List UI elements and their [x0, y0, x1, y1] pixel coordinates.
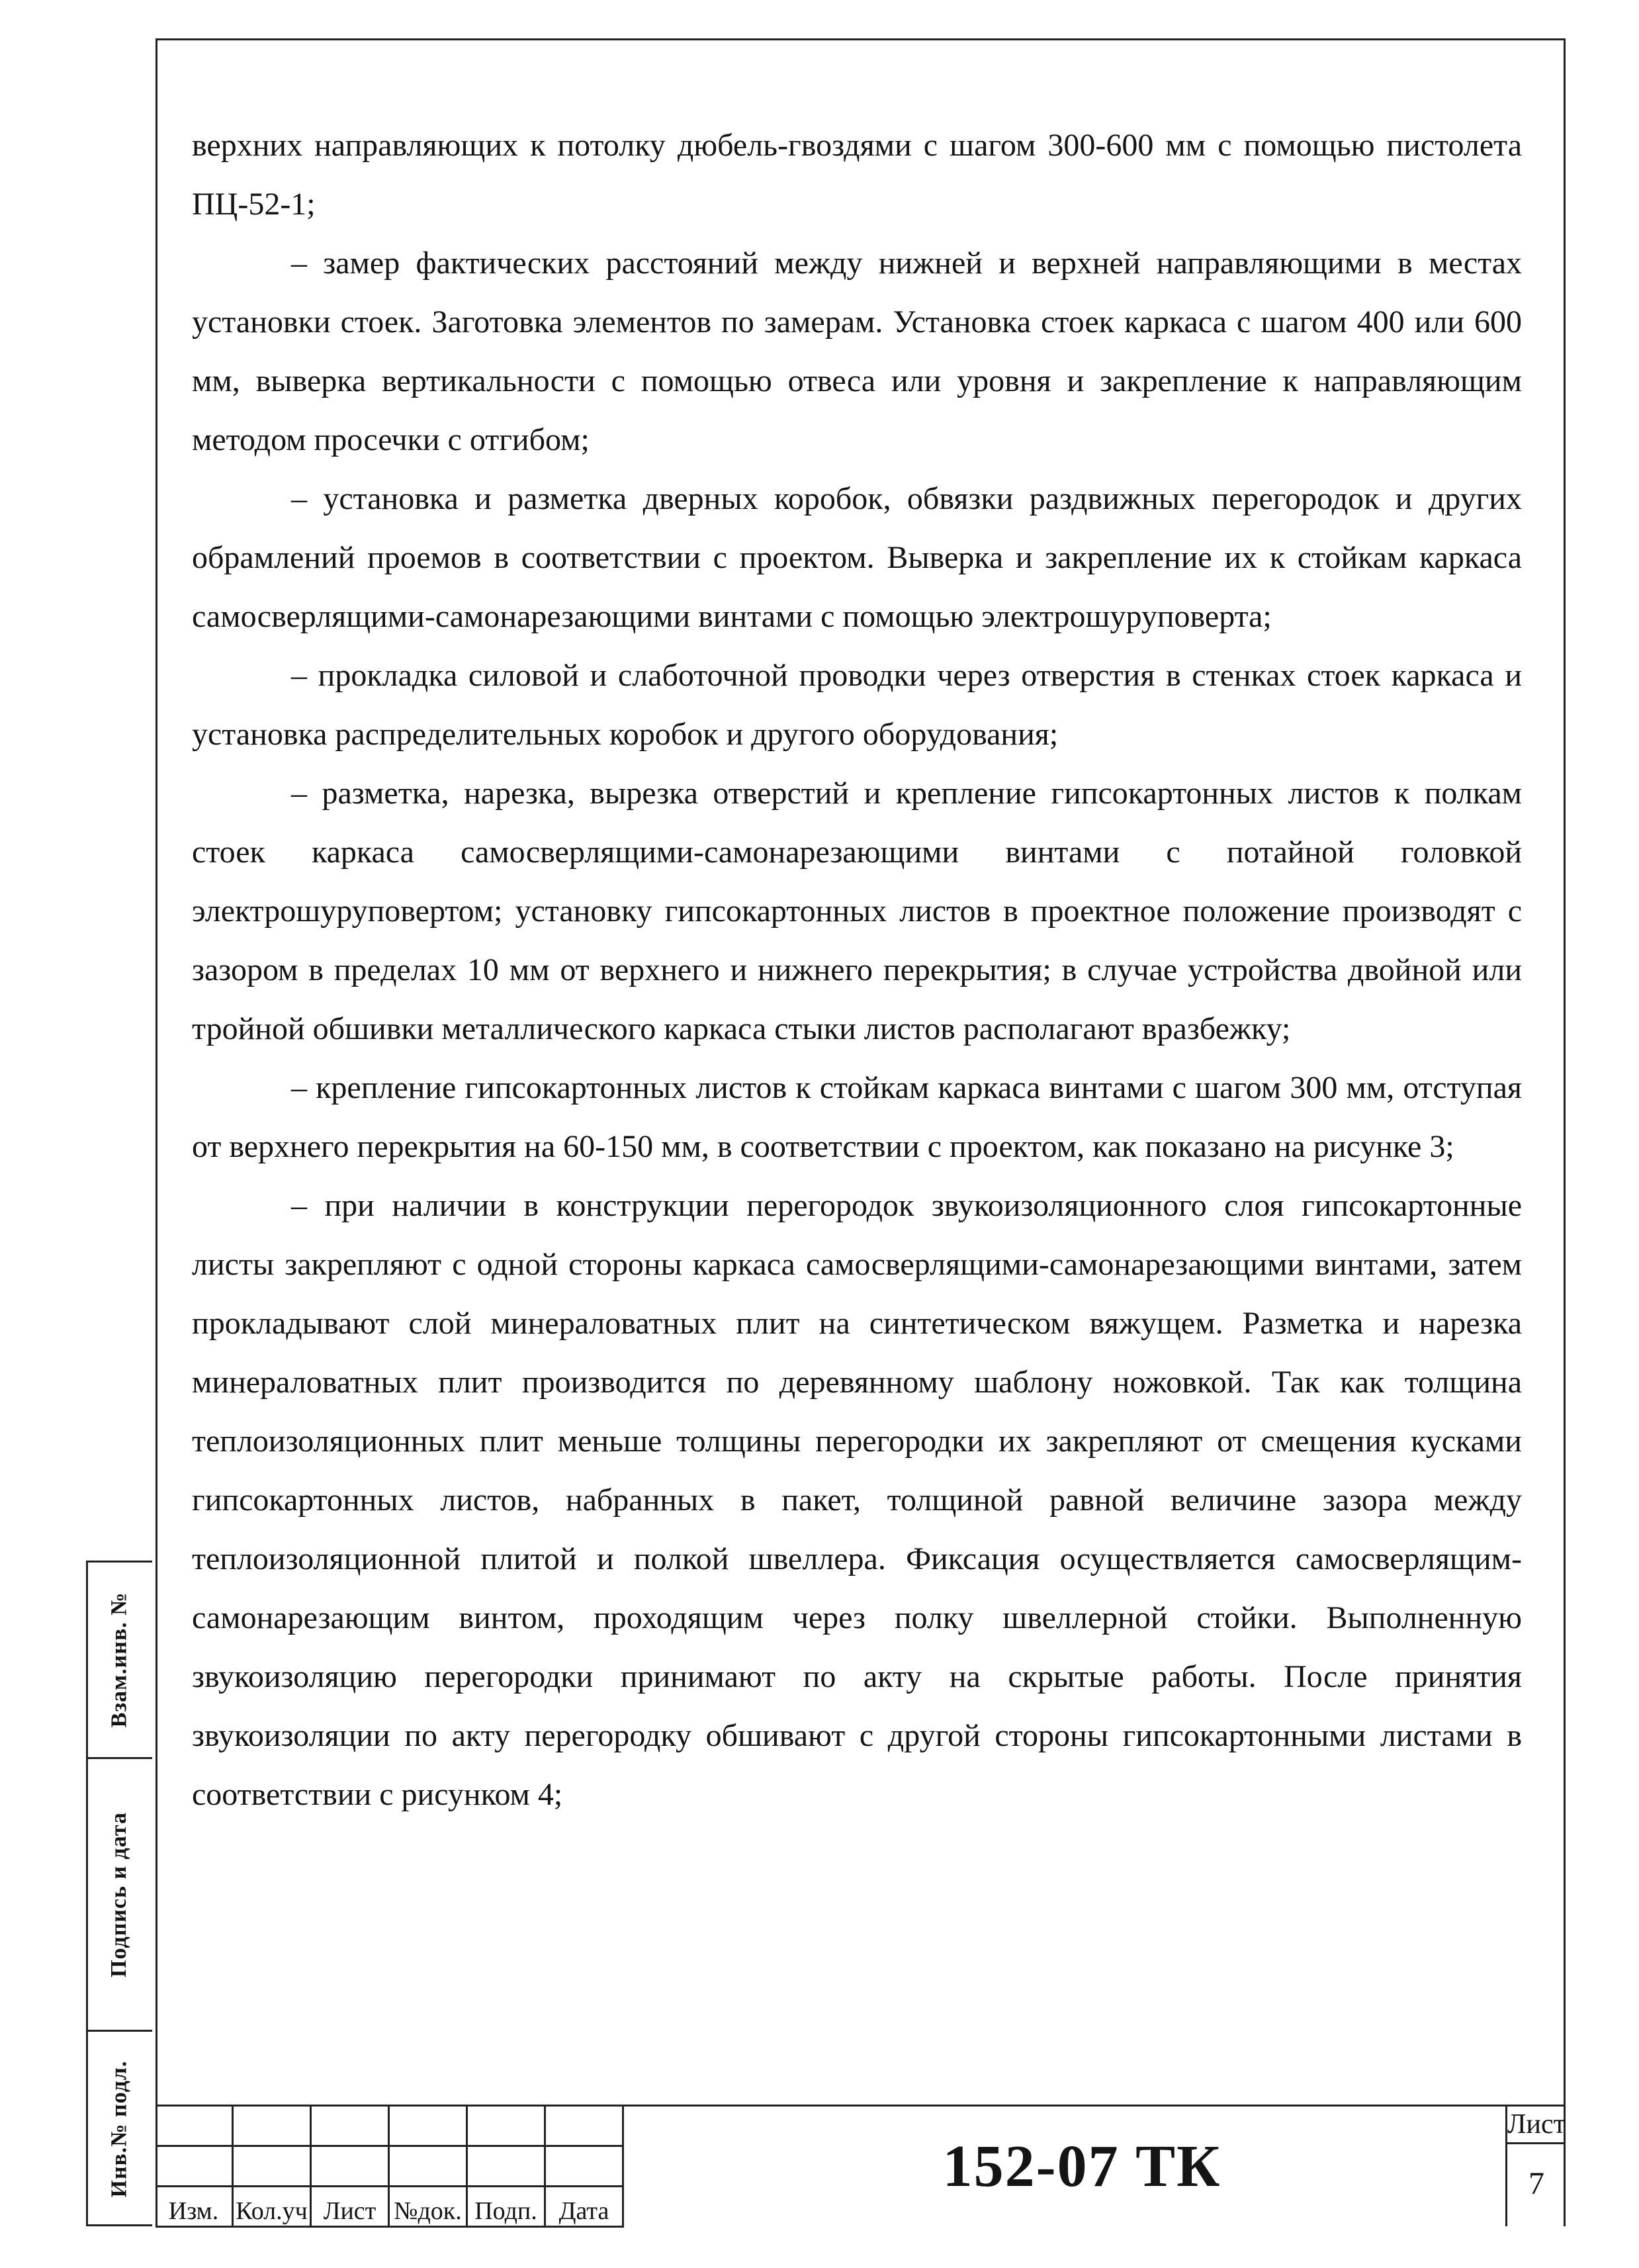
list-item: – замер фактических расстояний между нижней и верхней направляющими в местах установки стоек. Заготовка элементов по замерам. Установка стоек каркаса с шагом 400 или 600 мм, выверка вертикальности с помощью отвеса или уровня и закрепление к направляющим методом просечки с отгибом;	[192, 246, 1522, 457]
revision-table	[155, 2107, 624, 2228]
revision-cell	[233, 2146, 311, 2187]
paragraph-continuation: верхних направляющих к потолку дюбель-гвоздями с шагом 300-600 мм с помощью пистолета ПЦ-52-1;	[192, 128, 1522, 222]
revision-cell	[155, 2107, 233, 2146]
column-header-quantity: Кол.уч	[233, 2187, 311, 2227]
side-stamp-original-inv: Инв.№ подл.	[107, 2060, 132, 2198]
revision-cell	[155, 2146, 233, 2187]
column-header-date: Дата	[545, 2187, 623, 2227]
sheet-number: 7	[1528, 2166, 1544, 2201]
document-code: 152-07 ТК	[942, 2134, 1221, 2199]
column-header-signature: Подп.	[467, 2187, 545, 2227]
revision-cell	[545, 2107, 623, 2146]
revision-cell	[467, 2107, 545, 2146]
list-item: – прокладка силовой и слаботочной проводки через отверстия в стенках стоек каркаса и установка распределительных коробок и другого оборудования;	[192, 658, 1522, 752]
document-body	[192, 116, 1522, 1824]
sheet-label: Лист	[1507, 2107, 1566, 2144]
revision-cell	[311, 2146, 389, 2187]
revision-cell	[311, 2107, 389, 2146]
list-item: – разметка, нарезка, вырезка отверстий и крепление гипсокартонных листов к полкам стоек каркаса самосверлящими-самонарезающими винтами с потайной головкой электрошуруповертом; установку гипсокартонных листов в проектное положение производят с зазором в пределах 10 мм от верхнего и нижнего перекрытия; в случае устройства двойной или тройной обшивки металлического каркаса стыки листов располагают вразбежку;	[192, 776, 1522, 1046]
column-header-doc-number: №док.	[389, 2187, 467, 2227]
side-stamp-signature-date: Подпись и дата	[107, 1811, 132, 1977]
revision-cell	[545, 2146, 623, 2187]
list-item: – крепление гипсокартонных листов к стойкам каркаса винтами с шагом 300 мм, отступая от верхнего перекрытия на 60-150 мм, в соответствии с проектом, как показано на рисунке 3;	[192, 1070, 1522, 1164]
list-item: – при наличии в конструкции перегородок звукоизоляционного слоя гипсокартонные листы закрепляют с одной стороны каркаса самосверлящими-самонарезающими винтами, затем прокладывают слой минераловатных плит на синтетическом вяжущем. Разметка и нарезка минераловатных плит производится по деревянному шаблону ножовкой. Так как толщина теплоизоляционных плит меньше толщины перегородки их закрепляют от смещения кусками гипсокартонных листов, набранных в пакет, толщиной равной величине зазора между теплоизоляционной плитой и полкой швеллера. Фиксация осуществляется самосверлящим-самонарезающим винтом, проходящим через полку швеллерной стойки. Выполненную звукоизоляцию перегородки принимают по акту на скрытые работы. После принятия звукоизоляции по акту перегородку обшивают с другой стороны гипсокартонными листами в соответствии с рисунком 4;	[192, 1188, 1522, 1812]
revision-cell	[389, 2146, 467, 2187]
sheet-box	[1505, 2107, 1566, 2226]
side-stamp-replacement-inv: Взам.инв. №	[107, 1592, 131, 1727]
list-item: – установка и разметка дверных коробок, обвязки раздвижных перегородок и других обрамлений проемов в соответствии с проектом. Выверка и закрепление их к стойкам каркаса самосверлящими-самонарезающими винтами с помощью электрошуруповерта;	[192, 481, 1522, 634]
revision-cell	[467, 2146, 545, 2187]
column-header-change: Изм.	[155, 2187, 233, 2227]
column-header-sheet: Лист	[311, 2187, 389, 2227]
revision-cell	[233, 2107, 311, 2146]
title-block	[155, 2105, 1566, 2226]
revision-cell	[389, 2107, 467, 2146]
